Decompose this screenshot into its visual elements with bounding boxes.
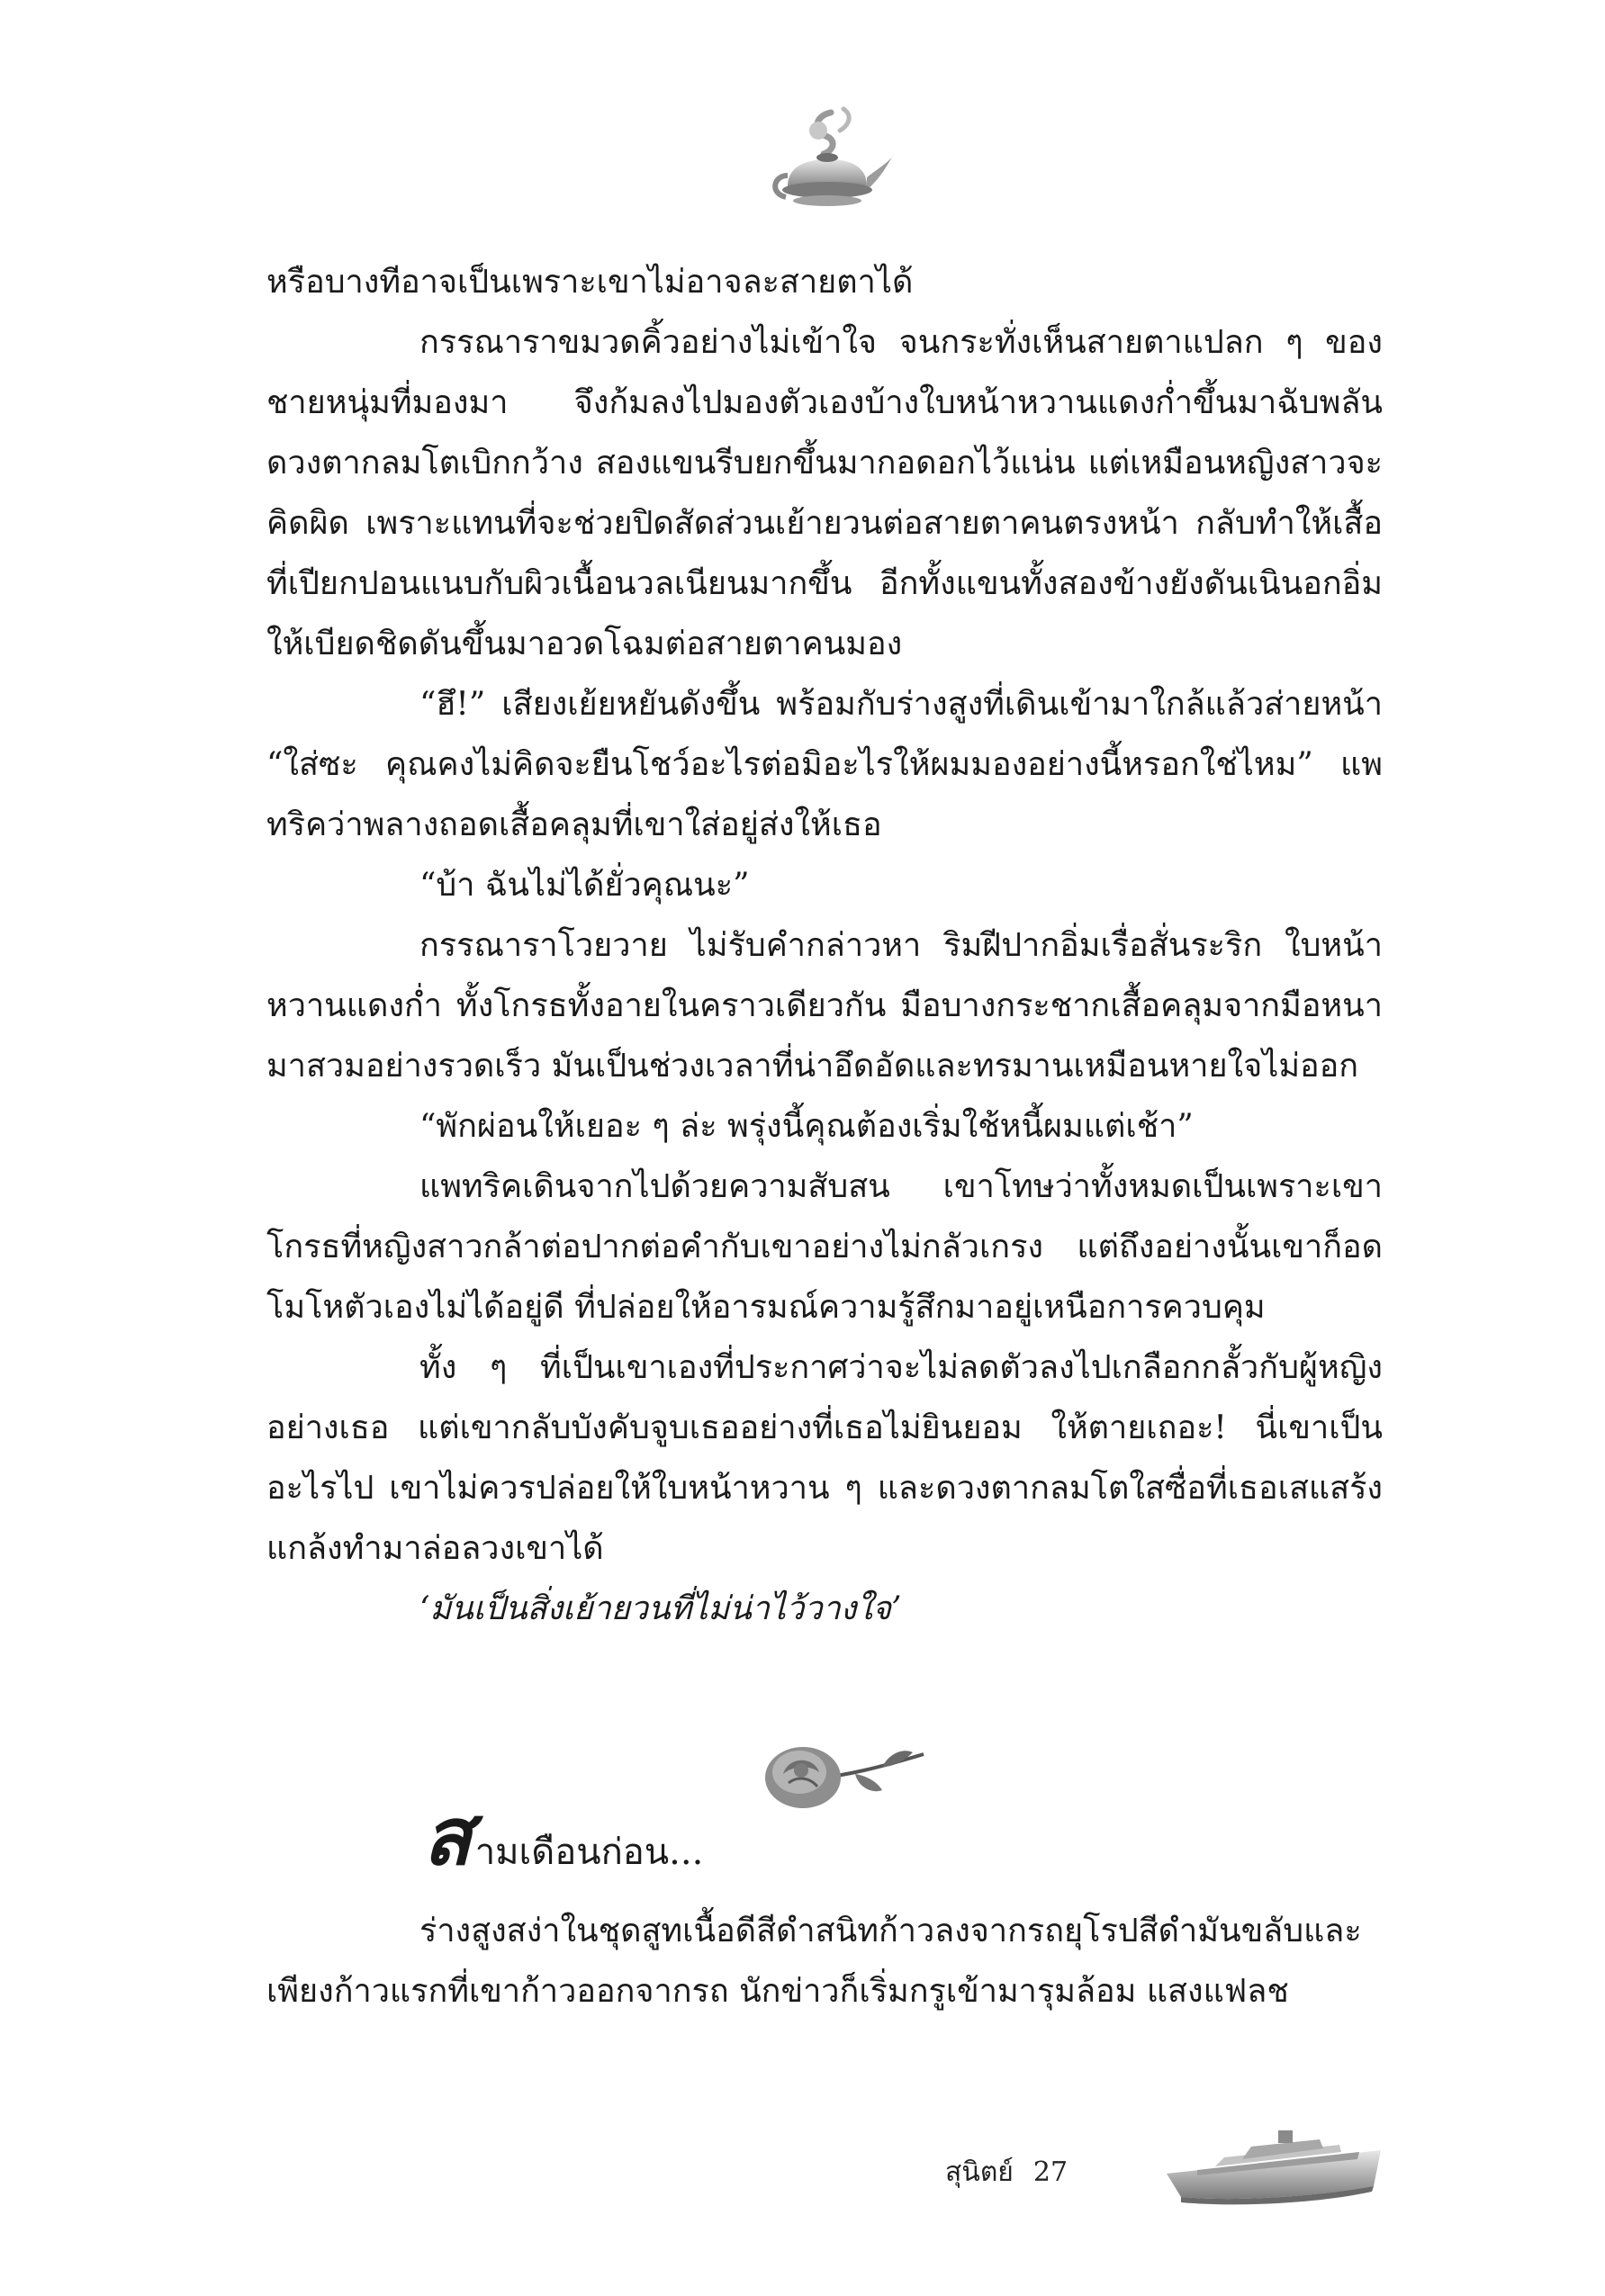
paragraph: ทั้ง ๆ ที่เป็นเขาเองที่ประกาศว่าจะไม่ลดตัวลงไปเกลือกกลั้วกับผู้หญิงอย่างเธอ แต่เขากลับบังคับจูบเธออย่างที่เธอไม่ยินยอม ให้ตายเถอะ! นี่เขาเป็นอะไรไป เขาไม่ควรปล่อยให้ใบหน้าหวาน ๆ และดวงตากลมโตใสซื่อที่เธอเสแสร้งแกล้งทำมาล่อลวงเขาได้ [266,1349,1383,1567]
body-text-section-2 [266,1901,1383,2021]
footer-author: สุนิตย์ [945,2156,1014,2188]
page-number: 27 [1032,2156,1068,2188]
paragraph: หรือบางทีอาจเป็นเพราะเขาไม่อาจละสายตาได้ [266,264,914,301]
paragraph: “ฮึ!” เสียงเย้ยหยันดังขึ้น พร้อมกับร่างสูงที่เดินเข้ามาใกล้แล้วส่ายหน้า “ใส่ซะ คุณคงไม่คิดจะยืนโชว์อะไรต่อมิอะไรให้ผมมองอย่างนี้หรอกใช่ไหม” แพทริคว่าพลางถอดเสื้อคลุมที่เขาใส่อยู่ส่งให้เธอ [266,686,1383,843]
paragraph: แพทริคเดินจากไปด้วยความสับสน เขาโทษว่าทั้งหมดเป็นเพราะเขาโกรธที่หญิงสาวกล้าต่อปากต่อคำกับเขาอย่างไม่กลัวเกรง แต่ถึงอย่างนั้นเขาก็อดโมโหตัวเองไม่ได้อยู่ดี ที่ปล่อยให้อารมณ์ความรู้สึกมาอยู่เหนือการควบคุม [266,1168,1383,1326]
paragraph: “พักผ่อนให้เยอะ ๆ ล่ะ พรุ่งนี้คุณต้องเริ่มใช้หนี้ผมแต่เช้า” [419,1108,1194,1145]
body-text [266,252,1383,1639]
paragraph: “บ้า ฉันไม่ได้ยั่วคุณนะ” [419,867,750,904]
heading-text: ามเดือนก่อน... [474,1832,704,1873]
cruise-ship-icon [1161,2120,1386,2219]
teapot-ornament-icon [761,104,896,230]
page-footer [945,2151,1068,2193]
paragraph: กรรณาราขมวดคิ้วอย่างไม่เข้าใจ จนกระทั่งเห็นสายตาแปลก ๆ ของชายหนุ่มที่มองมา จึงก้มลงไปมองตัวเองบ้างใบหน้าหวานแดงก่ำขึ้นมาฉับพลัน ดวงตากลมโตเบิกกว้าง สองแขนรีบยกขึ้นมากอดอกไว้แน่น แต่เหมือนหญิงสาวจะคิดผิด เพราะแทนที่จะช่วยปิดสัดส่วนเย้ายวนต่อสายตาคนตรงหน้า กลับทำให้เสื้อที่เปียกปอนแนบกับผิวเนื้อนวลเนียนมากขึ้น อีกทั้งแขนทั้งสองข้างยังดันเนินอกอิ่มให้เบียดชิดดันขึ้นมาอวดโฉมต่อสายตาคนมอง [266,324,1383,662]
section-heading [423,1791,703,1897]
paragraph: ร่างสูงสง่าในชุดสูทเนื้อดีสีดำสนิทก้าวลงจากรถยุโรปสีดำมันขลับและเพียงก้าวแรกที่เขาก้าวออกจากรถ นักข่าวก็เริ่มกรูเข้ามารุมล้อม แสงแฟลช [266,1913,1362,2010]
paragraph: กรรณาราโวยวาย ไม่รับคำกล่าวหา ริมฝีปากอิ่มเรื่อสั่นระริก ใบหน้าหวานแดงก่ำ ทั้งโกรธทั้งอายในคราวเดียวกัน มือบางกระชากเสื้อคลุมจากมือหนามาสวมอย่างรวดเร็ว มันเป็นช่วงเวลาที่น่าอึดอัดและทรมานเหมือนหายใจไม่ออก [266,927,1383,1085]
drop-cap: ส [423,1789,472,1883]
rose-icon [747,1724,927,1823]
italic-quote: ‘มันเป็นสิ่งเย้ายวนที่ไม่น่าไว้วางใจ’ [419,1590,902,1627]
